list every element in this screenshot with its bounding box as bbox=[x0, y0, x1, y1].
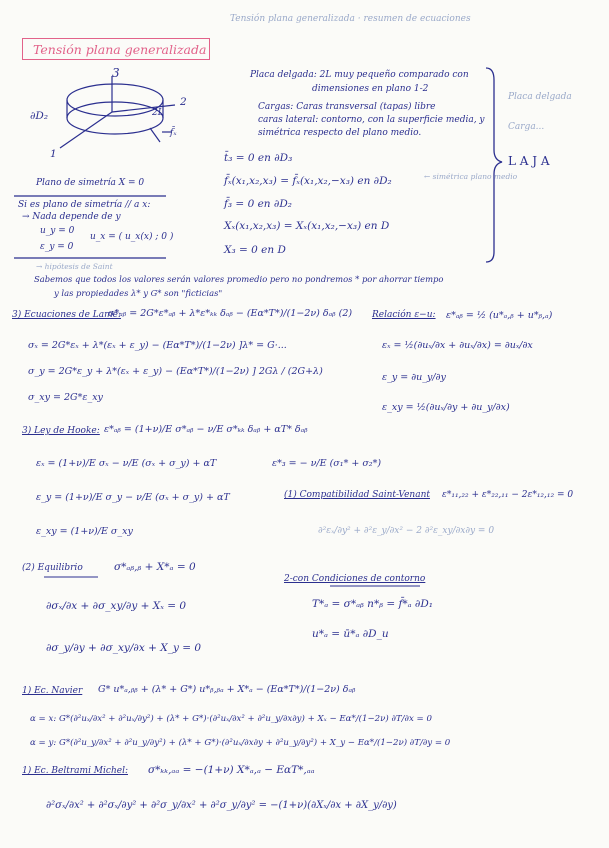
hypothesis-line-3: Cargas: Caras transversal (tapas) libre bbox=[258, 102, 436, 112]
note-line-2: y las propiedades λ* y G* son "ficticias" bbox=[54, 288, 223, 298]
relation-main: ε*ₐᵦ = ½ (u*ₐ,ᵦ + u*ᵦ,ₐ) bbox=[446, 310, 553, 321]
boundary-eq-2-note: ← simétrica plano medio bbox=[424, 172, 518, 181]
relation-ey: ε_y = ∂u_y/∂y bbox=[382, 372, 446, 383]
symmetry-line-2: → Nada depende de y bbox=[22, 212, 121, 222]
navier-alpha-x: α = x: G*(∂²uₓ/∂x² + ∂²uₓ/∂y²) + (λ* + G*)·(∂²uₓ/∂x² + ∂²u_y/∂x∂y) + Xₓ − Eα*/(1−2ν) ∂T/∂x = 0 bbox=[30, 714, 432, 724]
lame-main: σ*ₐᵦ = 2G*ε*ₐᵦ + λ*ε*ₖₖ δₐᵦ − (Eα*T*)/(1−2ν) δₐᵦ (2) bbox=[108, 308, 353, 319]
axis-3-label: 3 bbox=[112, 66, 120, 80]
hypothesis-line-2: dimensiones en plano 1-2 bbox=[312, 84, 429, 94]
bracket-result: L A J A bbox=[508, 154, 550, 168]
body-force-eq-5: X₃ = 0 en D bbox=[224, 244, 286, 256]
thickness-label: 2L bbox=[152, 108, 164, 118]
force-label: f̄ₓ bbox=[170, 128, 177, 138]
boundary-label: ∂D₂ bbox=[30, 110, 49, 122]
relation-ex: εₓ = ½(∂uₓ/∂x + ∂uₓ/∂x) = ∂uₓ/∂x bbox=[382, 340, 533, 351]
boundary-conditions-label: 2-con Condiciones de contorno bbox=[284, 574, 426, 584]
axis-1-label: 1 bbox=[50, 148, 57, 160]
hypothesis-line-5: simétrica respecto del plano medio. bbox=[258, 128, 422, 138]
compat-faint: ∂²εₓ/∂y² + ∂²ε_y/∂x² − 2 ∂²ε_xy/∂x∂y = 0 bbox=[318, 526, 495, 536]
boundary-condition-traction: T*ₐ = σ*ₐᵦ n*ᵦ = f̄*ₐ ∂D₁ bbox=[312, 598, 433, 610]
relation-exy: ε_xy = ½(∂uₓ/∂y + ∂u_y/∂x) bbox=[382, 402, 510, 413]
beltrami-label: 1) Ec. Beltrami Michel: bbox=[22, 766, 128, 776]
boundary-eq-3: f̄₃ = 0 en ∂D₂ bbox=[224, 198, 292, 210]
beltrami-full: ∂²σₓ/∂x² + ∂²σₓ/∂y² + ∂²σ_y/∂x² + ∂²σ_y/∂y² = −(1+ν)(∂Xₓ/∂x + ∂X_y/∂y) bbox=[46, 800, 397, 811]
symmetry-vector: u_x = ( u_x(x) ; 0 ) bbox=[90, 232, 174, 242]
hypothesis-line-4: caras lateral: contorno, con la superficie media, y bbox=[258, 115, 485, 125]
beltrami-main: σ*ₖₖ,ₐₐ = −(1+ν) X*ₐ,ₐ − EαT*,ₐₐ bbox=[148, 764, 315, 776]
symmetry-line-1: Si es plano de simetría // a x: bbox=[18, 200, 151, 210]
navier-alpha-y: α = y: G*(∂²u_y/∂x² + ∂²u_y/∂y²) + (λ* + G*)·(∂²uₓ/∂x∂y + ∂²u_y/∂y²) + X_y − Eα*/(1−2ν) ∂T/∂y = 0 bbox=[30, 738, 451, 748]
hypothesis-line-1: Placa delgada: 2L muy pequeño comparado con bbox=[250, 70, 469, 80]
lame-sigma-xy: σ_xy = 2G*ε_xy bbox=[28, 392, 103, 403]
lame-sigma-x: σₓ = 2G*εₓ + λ*(εₓ + ε_y) − (Eα*T*)/(1−2ν) ]λ* = G·... bbox=[28, 340, 287, 351]
boundary-condition-displacement: u*ₐ = ū*ₐ ∂D_u bbox=[312, 628, 389, 640]
navier-main: G* u*ₐ,ᵦᵦ + (λ* + G*) u*ᵦ,ᵦₐ + X*ₐ − (Eα*T*)/(1−2ν) δₐᵦ bbox=[98, 684, 356, 695]
note-line-1: Sabemos que todos los valores serán valores promedio pero no pondremos * por ahorrar tiempo bbox=[34, 274, 444, 284]
hooke-ez: ε*₃ = − ν/E (σ₁* + σ₂*) bbox=[272, 458, 382, 469]
hooke-ex: εₓ = (1+ν)/E σₓ − ν/E (σₓ + σ_y) + αT bbox=[36, 458, 217, 469]
equilibrium-y: ∂σ_y/∂y + ∂σ_xy/∂x + X_y = 0 bbox=[46, 642, 202, 654]
symmetry-line-3: u_y = 0 bbox=[40, 226, 75, 236]
symmetry-line-4: ε_y = 0 bbox=[40, 242, 74, 252]
symmetry-heading: Plano de simetría X = 0 bbox=[36, 178, 145, 188]
bracket-note-2: Carga... bbox=[508, 122, 545, 132]
hooke-exy: ε_xy = (1+ν)/E σ_xy bbox=[36, 526, 133, 537]
compat-label: (1) Compatibilidad Saint-Venant bbox=[284, 490, 430, 500]
navier-label: 1) Ec. Navier bbox=[22, 686, 83, 696]
lame-label: 3) Ecuaciones de Lamé: bbox=[12, 310, 121, 320]
boundary-eq-1: t̄₃ = 0 en ∂D₃ bbox=[224, 152, 293, 164]
equilibrium-main: σ*ₐᵦ,ᵦ + X*ₐ = 0 bbox=[114, 561, 196, 573]
boundary-eq-2: f̄ₓ(x₁,x₂,x₃) = f̄ₓ(x₁,x₂,−x₃) en ∂D₂ bbox=[224, 175, 392, 187]
equilibrium-x: ∂σₓ/∂x + ∂σ_xy/∂y + Xₓ = 0 bbox=[46, 600, 187, 612]
hooke-ey: ε_y = (1+ν)/E σ_y − ν/E (σₓ + σ_y) + αT bbox=[36, 492, 230, 503]
compat-main: ε*₁₁,₂₂ + ε*₂₂,₁₁ − 2ε*₁₂,₁₂ = 0 bbox=[442, 490, 574, 500]
symmetry-note: → hipótesis de Saint bbox=[36, 262, 113, 271]
axis-2-label: 2 bbox=[180, 96, 187, 108]
body-force-eq-4: Xₓ(x₁,x₂,x₃) = Xₓ(x₁,x₂,−x₃) en D bbox=[224, 220, 390, 232]
hooke-label: 3) Ley de Hooke: bbox=[22, 426, 100, 436]
lame-sigma-y: σ_y = 2G*ε_y + λ*(εₓ + ε_y) − (Eα*T*)/(1−2ν) ] 2Gλ / (2G+λ) bbox=[28, 366, 323, 377]
bracket-note-1: Placa delgada bbox=[508, 92, 572, 102]
hooke-main: ε*ₐᵦ = (1+ν)/E σ*ₐᵦ − ν/E σ*ₖₖ δₐᵦ + αT* δₐᵦ bbox=[104, 424, 308, 435]
equilibrium-label: (2) Equilibrio bbox=[22, 563, 83, 573]
page-title-text: Tensión plana generalizada bbox=[33, 41, 207, 57]
relation-label: Relación ε−u: bbox=[372, 310, 436, 320]
header-faint-text: Tensión plana generalizada · resumen de ecuaciones bbox=[230, 14, 471, 24]
